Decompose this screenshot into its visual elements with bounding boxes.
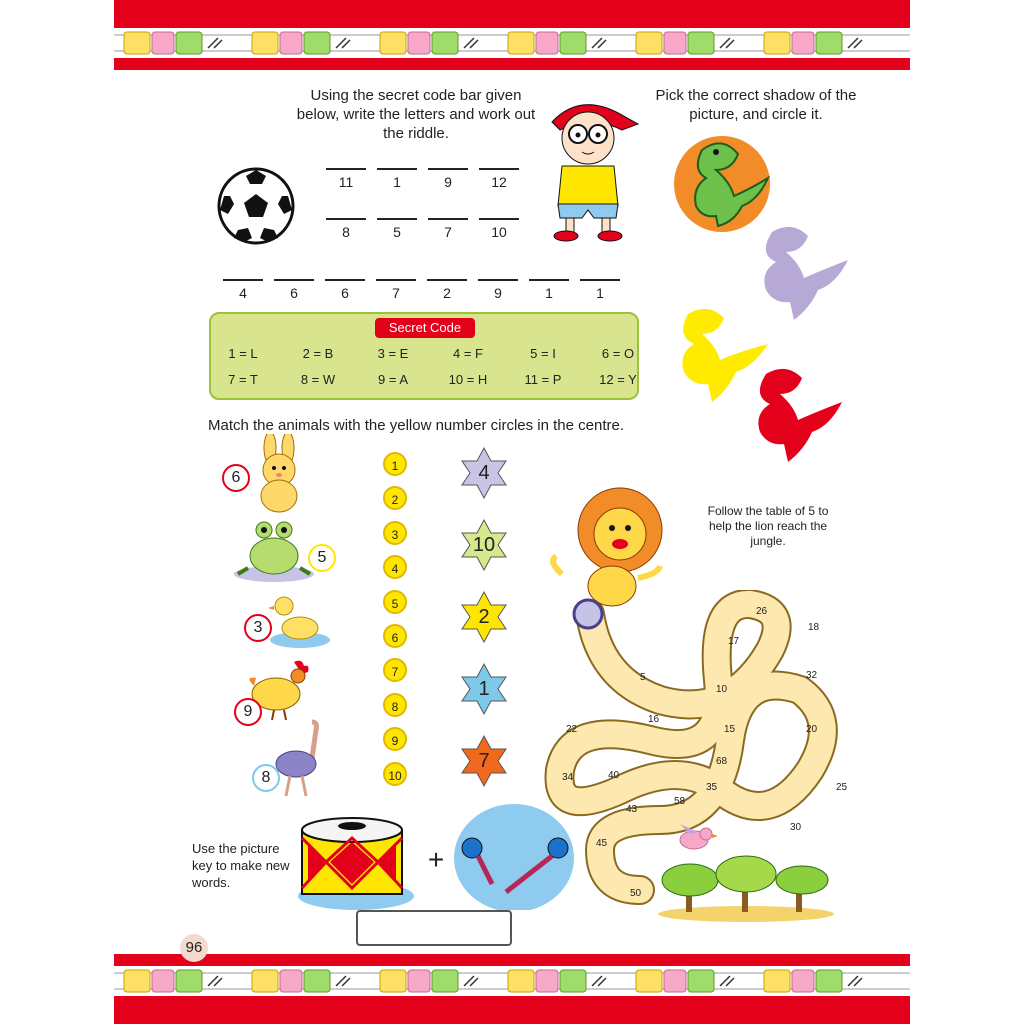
animal-number-circle: 5 <box>308 544 336 572</box>
word3-blank-3[interactable]: 6 <box>325 279 365 301</box>
code-entry: 9 = A <box>378 372 408 387</box>
rabbit-image <box>244 434 314 516</box>
answer-input-box[interactable] <box>356 910 512 946</box>
pencil-pattern-top <box>114 28 910 58</box>
picture-key-instruction: Use the picture key to make new words. <box>192 841 290 890</box>
code-entry: 7 = T <box>228 372 258 387</box>
maze-number: 45 <box>596 838 608 849</box>
yellow-number-circle[interactable]: 9 <box>383 727 407 751</box>
secret-code-title: Secret Code <box>375 318 475 338</box>
word2-blank-3[interactable]: 7 <box>428 218 468 240</box>
maze-number: 26 <box>756 606 768 617</box>
match-instruction: Match the animals with the yellow number circles in the centre. <box>207 417 624 434</box>
word3-blank-5[interactable]: 2 <box>427 279 467 301</box>
star-value: 10 <box>472 534 496 556</box>
page-number: 96 <box>180 934 208 962</box>
maze-number: 17 <box>728 636 740 647</box>
maze-number: 68 <box>716 756 728 767</box>
maze-number: 20 <box>806 724 818 735</box>
word1-blank-3[interactable]: 9 <box>428 168 468 190</box>
lion-maze-instruction: Follow the table of 5 to help the lion reach the jungle. <box>707 504 829 548</box>
code-entry: 4 = F <box>453 346 483 361</box>
number-star[interactable] <box>457 446 511 500</box>
maze-number: 30 <box>790 822 802 833</box>
code-entry: 1 = L <box>228 346 258 361</box>
yellow-number-circle[interactable]: 5 <box>383 590 407 614</box>
code-entry: 3 = E <box>377 346 409 361</box>
plus-operator: + <box>427 844 445 875</box>
word3-blank-1[interactable]: 4 <box>223 279 263 301</box>
soccer-ball-image <box>216 166 296 246</box>
number-star[interactable] <box>457 518 511 572</box>
code-entry: 5 = I <box>530 346 556 361</box>
yellow-number-circle[interactable]: 1 <box>383 452 407 476</box>
code-entry: 8 = W <box>300 372 336 387</box>
maze-number: 40 <box>608 770 620 781</box>
number-star[interactable] <box>457 662 511 716</box>
yellow-number-circle[interactable]: 2 <box>383 486 407 510</box>
code-entry: 2 = B <box>302 346 334 361</box>
number-star[interactable] <box>457 734 511 788</box>
maze-number: 25 <box>836 782 848 793</box>
secret-code-panel <box>209 312 639 400</box>
maze-number: 5 <box>640 672 646 683</box>
maze-number: 35 <box>706 782 718 793</box>
code-entry: 12 = Y <box>599 372 637 387</box>
star-value: 7 <box>478 750 490 772</box>
maze-number: 58 <box>674 796 686 807</box>
maze-number: 32 <box>806 670 818 681</box>
maze-number: 16 <box>648 714 660 725</box>
maze-number: 22 <box>566 724 578 735</box>
star-value: 2 <box>478 606 490 628</box>
animal-number-circle: 9 <box>234 698 262 726</box>
shadow-instruction: Pick the correct shadow of the picture, and circle it. <box>655 87 857 123</box>
yellow-number-circle[interactable]: 4 <box>383 555 407 579</box>
maze-number: 34 <box>562 772 574 783</box>
word2-blank-2[interactable]: 5 <box>377 218 417 240</box>
top-pencil-strip <box>114 28 910 58</box>
code-entry: 10 = H <box>448 372 488 387</box>
jungle-trees-image <box>656 854 836 924</box>
code-entry: 11 = P <box>524 372 562 387</box>
word2-blank-4[interactable]: 10 <box>479 218 519 240</box>
yellow-number-circle[interactable]: 8 <box>383 693 407 717</box>
animal-number-circle: 3 <box>244 614 272 642</box>
bird-image <box>670 822 720 856</box>
maze-number: 43 <box>626 804 638 815</box>
word3-blank-7[interactable]: 1 <box>529 279 569 301</box>
drum-image <box>296 812 416 912</box>
lion-image <box>542 486 682 630</box>
word1-blank-4[interactable]: 12 <box>479 168 519 190</box>
animal-number-circle: 6 <box>222 464 250 492</box>
maze-number: 15 <box>724 724 736 735</box>
word3-blank-8[interactable]: 1 <box>580 279 620 301</box>
maze-number: 18 <box>808 622 820 633</box>
yellow-number-circle[interactable]: 6 <box>383 624 407 648</box>
secret-code-instruction: Using the secret code bar given below, write the letters and work out the riddle. <box>296 87 536 142</box>
word1-blank-2[interactable]: 1 <box>377 168 417 190</box>
word3-blank-4[interactable]: 7 <box>376 279 416 301</box>
star-value: 4 <box>478 462 490 484</box>
maze-number: 10 <box>716 684 728 695</box>
word2-blank-1[interactable]: 8 <box>326 218 366 240</box>
pencil-pattern-bottom <box>114 966 910 996</box>
yellow-number-circle[interactable]: 3 <box>383 521 407 545</box>
number-star[interactable] <box>457 590 511 644</box>
bottom-pencil-strip <box>114 966 910 996</box>
word3-blank-6[interactable]: 9 <box>478 279 518 301</box>
frog-image <box>232 516 316 584</box>
word3-blank-2[interactable]: 6 <box>274 279 314 301</box>
yellow-number-circle[interactable]: 7 <box>383 658 407 682</box>
star-value: 1 <box>478 678 490 700</box>
yellow-number-circle[interactable]: 10 <box>383 762 407 786</box>
duck-image <box>266 592 332 652</box>
animal-number-circle: 8 <box>252 764 280 792</box>
word1-blank-1[interactable]: 11 <box>326 168 366 190</box>
maze-number: 50 <box>630 888 642 899</box>
drumsticks-image <box>452 800 576 910</box>
boy-cartoon-image <box>540 94 640 244</box>
code-entry: 6 = O <box>601 346 635 361</box>
shadow-red <box>746 364 846 468</box>
